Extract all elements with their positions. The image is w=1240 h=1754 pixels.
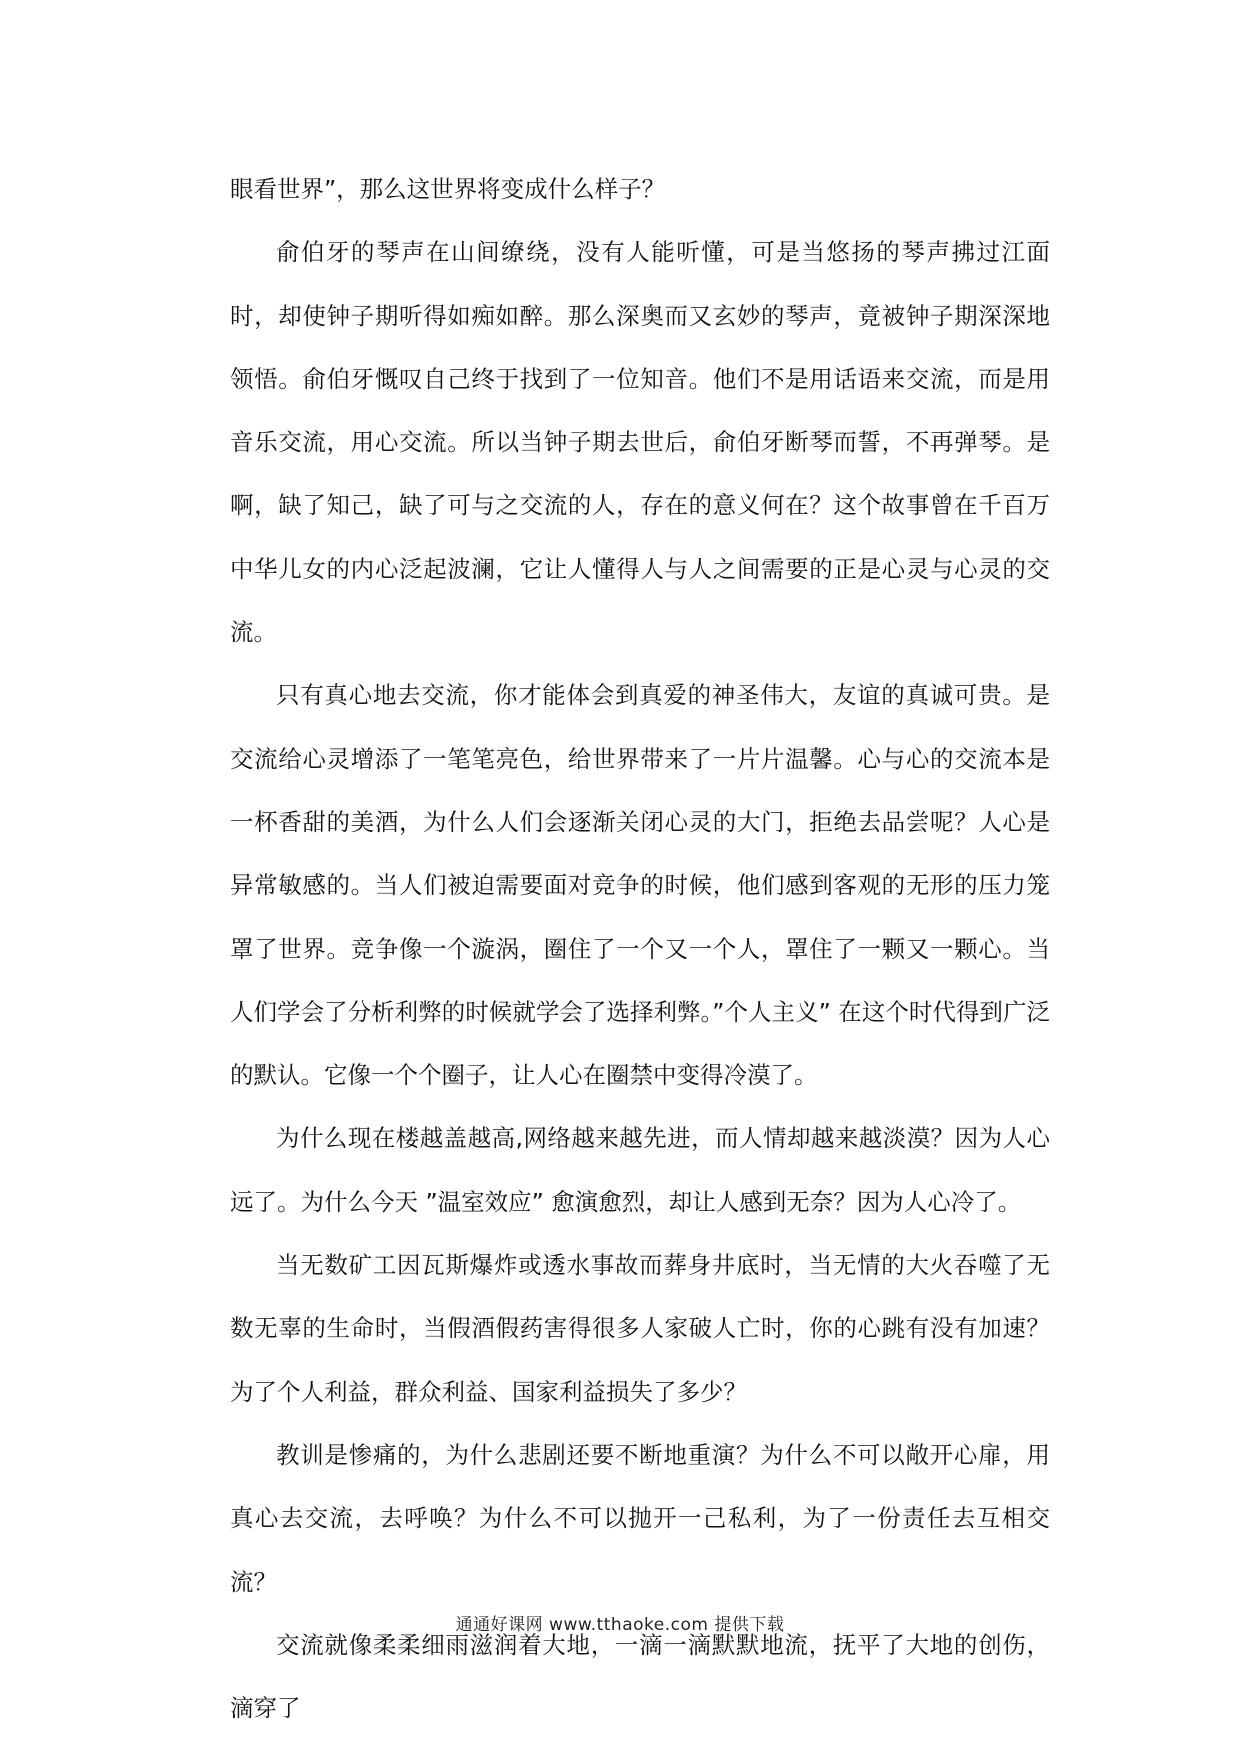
paragraph-7: 交流就像柔柔细雨滋润着大地，一滴一滴默默地流，抚平了大地的创伤，滴穿了 [230, 1630, 1050, 1723]
paragraph-3: 只有真心地去交流，你才能体会到真爱的神圣伟大，友谊的真诚可贵。是交流给心灵增添了一笔笔亮色，给世界带来了一片片温馨。心与心的交流本是一杯香甜的美酒，为什么人们会逐渐关闭心灵的大门，拒绝去品尝呢？人心是异常敏感的。当人们被迫需要面对竞争的时候，他们感到客观的无形的压力笼罩了世界。竞争像一个漩涡，圈住了一个又一个人，罩住了一颗又一颗心。当人们学会了分析利弊的时候就学会了选择利弊。”个人主义” 在这个时代得到广泛的默认。它像一个个圈子，让人心在圈禁中变得冷漠了。 [230, 681, 1050, 1090]
paragraph-4: 为什么现在楼越盖越高,网络越来越先进，而人情却越来越淡漠？因为人心远了。为什么今天 ”温室效应” 愈演愈烈，却让人感到无奈？因为人心冷了。 [230, 1124, 1050, 1216]
page-footer: 通通好课网 www.tthaoke.com 提供下载 [455, 1615, 785, 1635]
paragraph-5: 当无数矿工因瓦斯爆炸或透水事故而葬身井底时，当无情的大火吞噬了无数无辜的生命时，当假酒假药害得很多人家破人亡时，你的心跳有没有加速？为了个人利益，群众利益、国家利益损失了多少？ [230, 1251, 1050, 1406]
paragraph-2: 俞伯牙的琴声在山间缭绕，没有人能听懂，可是当悠扬的琴声拂过江面时，却使钟子期听得如痴如醉。那么深奥而又玄妙的琴声，竟被钟子期深深地领悟。俞伯牙慨叹自己终于找到了一位知音。他们不是用话语来交流，而是用音乐交流，用心交流。所以当钟子期去世后，俞伯牙断琴而誓，不再弹琴。是啊，缺了知己，缺了可与之交流的人，存在的意义何在？这个故事曾在千百万中华儿女的内心泛起波澜，它让人懂得人与人之间需要的正是心灵与心灵的交流。 [230, 238, 1050, 647]
paragraph-1: 眼看世界”，那么这世界将变成什么样子？ [230, 175, 666, 203]
article-body [230, 158, 1050, 1740]
paragraph-6: 教训是惨痛的，为什么悲剧还要不断地重演？为什么不可以敞开心扉，用真心去交流，去呼唤？为什么不可以抛开一己私利，为了一份责任去互相交流？ [230, 1440, 1050, 1596]
